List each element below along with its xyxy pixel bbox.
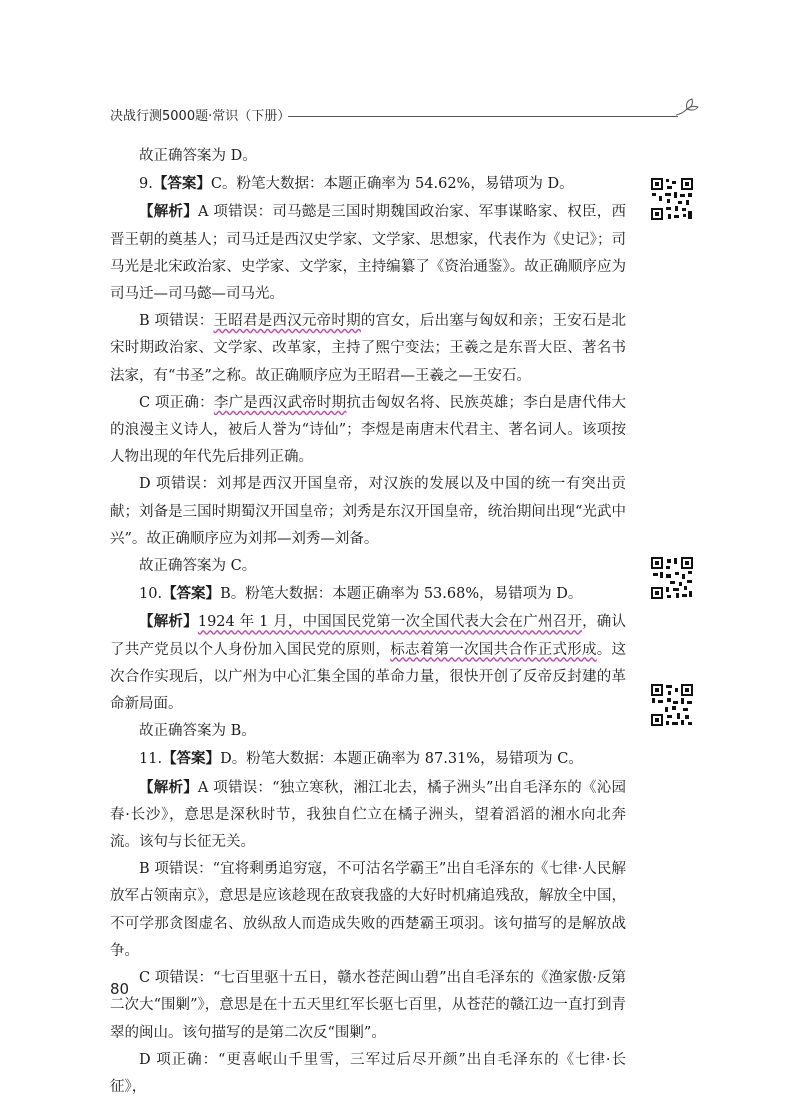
leaf-icon <box>674 97 700 119</box>
q11-analysis-c: C 项错误：“七百里驱十五日，赣水苍茫闽山碧”出自毛泽东的《渔家傲·反第二次大“围剿”》，意思是在十五天里红军长驱七百里，从苍茫的赣江边一直打到青翠的闽山。该句描写的是第二次反“围剿”。 <box>110 970 626 1041</box>
page-header <box>110 103 700 127</box>
q9-analysis-a: 【解析】A 项错误：司马懿是三国时期魏国政治家、军事谋略家、权臣，西晋王朝的奠基人；司马迁是西汉史学家、文学家、思想家，代表作为《史记》；司马光是北宋政治家、史学家、文学家，主持编纂了《资治通鉴》。故正确顺序应为司马迁—司马懿—司马光。 <box>110 203 627 303</box>
q9-analysis-d: D 项错误：刘邦是西汉开国皇帝，对汉族的发展以及中国的统一有突出贡献；刘备是三国时期蜀汉开国皇帝；刘秀是东汉开国皇帝，统治期间出现“光武中兴”。故正确顺序应为刘邦—刘秀—刘备。 <box>110 476 626 547</box>
qr-code-icon[interactable] <box>650 683 694 727</box>
qr-code-icon[interactable] <box>650 556 694 600</box>
q10-answer: 10.【答案】B。粉笔大数据：本题正确率为 53.68%，易错项为 D。 <box>139 585 583 603</box>
highlight-underline: 王昭君是西汉元帝时期 <box>213 313 361 330</box>
q11-analysis-b: B 项错误：“宜将剩勇追穷寇，不可沽名学霸王”出自毛泽东的《七律·人民解放军占领南京》，意思是应该趁现在敌衰我盛的大好时机痛追残敌，解放全中国，不可学那贪图虚名、放纵敌人而造成失败的西楚霸王项羽。该句描写的是解放战争。 <box>110 861 626 959</box>
highlight-underline: 标志着第一次国共合作正式形成 <box>390 641 597 658</box>
header-rule <box>288 116 678 117</box>
highlight-underline: 1924 年 1 月，中国国民党第一次全国代表大会在广州召开 <box>197 614 583 631</box>
qr-code-icon[interactable] <box>650 177 694 221</box>
q11-analysis-a: 【解析】A 项错误：“独立寒秋，湘江北去，橘子洲头”出自毛泽东的《沁园春·长沙》，意思是深秋时节，我独自伫立在橘子洲头，望着滔滔的湘水向北奔流。该句与长征无关。 <box>110 778 626 851</box>
q11-answer: 11.【答案】D。粉笔大数据：本题正确率为 87.31%，易错项为 C。 <box>139 750 583 768</box>
answer-explanations <box>110 143 626 1101</box>
q10-analysis: 【解析】1924 年 1 月，中国国民党第一次全国代表大会在广州召开，确认了共产党员以个人身份加入国民党的原则，标志着第一次国共合作正式形成。这次合作实现后，以广州为中心汇集全国的革命力量，很快开创了反帝反封建的革命新局面。 <box>110 613 627 713</box>
page-number: 80 <box>110 980 130 998</box>
q10-conclusion: 故正确答案为 B。 <box>139 723 256 740</box>
q11-analysis-d: D 项正确：“更喜岷山千里雪，三军过后尽开颜”出自毛泽东的《七律·长征》， <box>110 1051 626 1095</box>
q9-analysis-c: C 项正确：李广是西汉武帝时期抗击匈奴名将、民族英雄；李白是唐代伟大的浪漫主义诗人，被后人誉为“诗仙”；李煜是南唐末代君主、著名词人。该项按人物出现的年代先后排列正确。 <box>110 394 627 466</box>
q8-conclusion: 故正确答案为 D。 <box>139 148 257 164</box>
q9-answer: 9.【答案】C。粉笔大数据：本题正确率为 54.62%，易错项为 D。 <box>139 175 574 193</box>
book-title: 决战行测5000题·常识（下册） <box>110 109 291 124</box>
q9-analysis-b: B 项错误：王昭君是西汉元帝时期的宫女，后出塞与匈奴和亲；王安石是北宋时期政治家、文学家、改革家，主持了熙宁变法；王羲之是东晋大臣、著名书法家，有“书圣”之称。故正确顺序应为王昭君—王羲之—王安石。 <box>110 313 627 384</box>
q9-conclusion: 故正确答案为 C。 <box>139 558 257 575</box>
highlight-underline: 李广是西汉武帝时期 <box>213 394 347 411</box>
